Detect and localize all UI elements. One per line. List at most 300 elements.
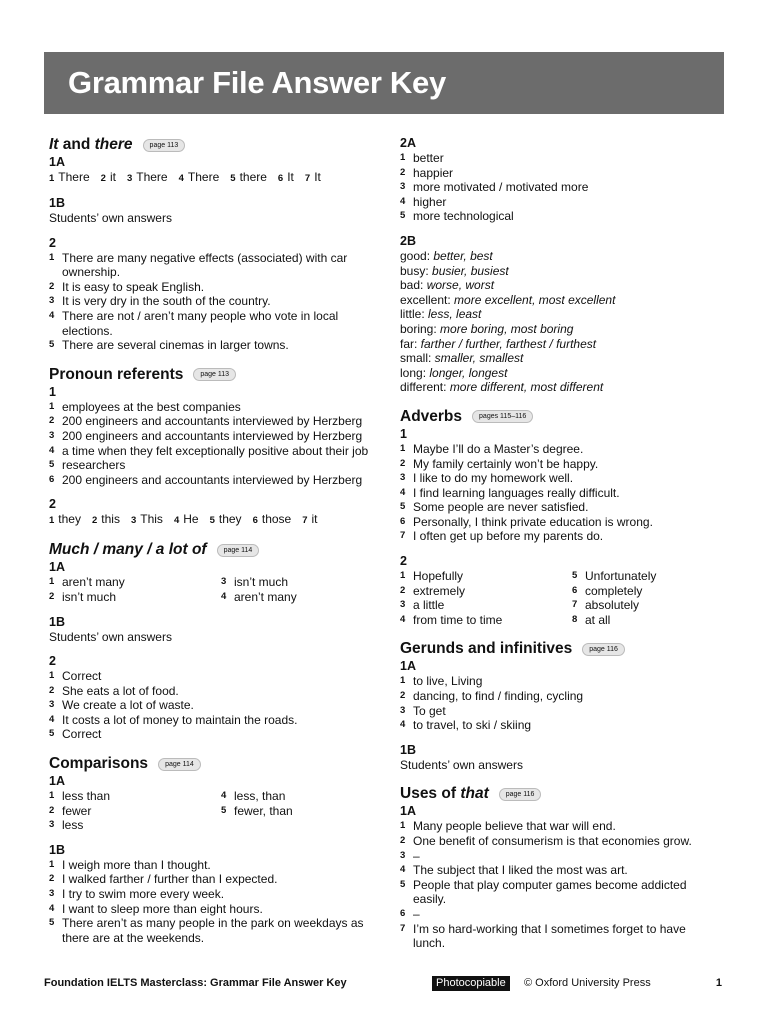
inline-answer bbox=[101, 170, 116, 186]
page-tag: page 113 bbox=[193, 368, 236, 381]
item-text: less bbox=[62, 818, 84, 833]
item-number: 4 bbox=[400, 195, 406, 207]
exercise-label: 2B bbox=[400, 233, 416, 248]
comparative-item bbox=[400, 249, 720, 264]
item-number: 5 bbox=[400, 501, 406, 513]
list-item bbox=[400, 922, 720, 951]
list-item bbox=[49, 590, 221, 605]
comparative-forms: more boring, most boring bbox=[440, 321, 574, 336]
heading-part: It bbox=[49, 136, 59, 153]
list-item bbox=[49, 684, 379, 699]
item-text: happier bbox=[413, 165, 454, 180]
list-item bbox=[49, 804, 221, 819]
item-number: 3 bbox=[130, 515, 137, 527]
adjective: boring: bbox=[400, 321, 441, 336]
item-text: 200 engineers and accountants interviewed by Herzberg bbox=[62, 414, 363, 429]
exercise-label: 1A bbox=[400, 659, 416, 674]
exercise-label: 2 bbox=[400, 554, 407, 569]
list-item bbox=[400, 834, 720, 849]
list-item bbox=[400, 674, 720, 689]
list-item bbox=[49, 309, 379, 338]
inline-answers bbox=[49, 170, 379, 186]
item-number: 3 bbox=[49, 888, 55, 900]
answer-text: Students’ own answers bbox=[400, 757, 523, 772]
item-text: at all bbox=[585, 612, 611, 627]
item-text: I often get up before my parents do. bbox=[413, 529, 604, 544]
item-text: less, than bbox=[234, 789, 286, 804]
item-text: People that play computer games become addicted easily. bbox=[413, 877, 687, 907]
exercise-label: 1A bbox=[49, 560, 65, 575]
inline-answer bbox=[278, 170, 294, 186]
item-text: more technological bbox=[413, 209, 514, 224]
item-number: 3 bbox=[400, 599, 406, 611]
answer-list bbox=[49, 400, 379, 488]
item-number: 7 bbox=[400, 922, 406, 934]
item-number: 5 bbox=[221, 804, 227, 816]
item-number: 6 bbox=[400, 907, 406, 919]
exercise-label: 2A bbox=[400, 136, 416, 150]
section-heading-adverbs bbox=[400, 408, 720, 426]
inline-answer bbox=[179, 170, 220, 186]
item-text: Some people are never satisfied. bbox=[413, 500, 589, 515]
exercise-label: 1A bbox=[49, 774, 65, 789]
item-text: absolutely bbox=[585, 598, 640, 613]
item-number: 2 bbox=[400, 457, 406, 469]
list-item bbox=[400, 471, 720, 486]
inline-answers bbox=[49, 512, 379, 528]
list-item bbox=[49, 400, 379, 415]
item-text: 200 engineers and accountants interviewed by Herzberg bbox=[62, 472, 363, 487]
right-column bbox=[400, 136, 720, 951]
list-item bbox=[49, 858, 379, 873]
page-tag: page 116 bbox=[582, 643, 625, 656]
page-number: 1 bbox=[715, 977, 722, 989]
item-text: aren’t many bbox=[234, 589, 297, 604]
item-number: 5 bbox=[400, 878, 406, 890]
list-item bbox=[49, 916, 379, 945]
list-item bbox=[49, 575, 221, 590]
list-item bbox=[49, 789, 221, 804]
heading-part: that bbox=[460, 785, 489, 803]
item-text: I want to sleep more than eight hours. bbox=[62, 901, 263, 916]
list-item bbox=[400, 849, 720, 864]
page-tag: page 116 bbox=[499, 788, 542, 801]
item-number: 1 bbox=[49, 173, 55, 184]
item-number: 3 bbox=[49, 429, 55, 441]
answer-list bbox=[400, 442, 720, 544]
inline-answer bbox=[92, 512, 120, 528]
answer-list bbox=[221, 789, 379, 833]
item-text: There bbox=[187, 170, 220, 184]
item-number: 7 bbox=[572, 599, 578, 611]
list-item bbox=[49, 280, 379, 295]
item-text: It is very dry in the south of the country. bbox=[62, 294, 271, 309]
item-text: My family certainly won’t be happy. bbox=[413, 456, 599, 471]
exercise-label: 1B bbox=[400, 742, 416, 757]
list-item bbox=[49, 902, 379, 917]
comparative-forms: farther / further, farthest / furthest bbox=[420, 336, 597, 351]
item-number: 5 bbox=[49, 459, 55, 471]
list-item bbox=[400, 819, 720, 834]
list-item bbox=[400, 529, 720, 544]
item-text: higher bbox=[413, 194, 447, 209]
item-text: There aren’t as many people in the park on weekdays as there are at the weekends. bbox=[62, 916, 364, 945]
item-number: 2 bbox=[49, 280, 55, 292]
comparative-item bbox=[400, 366, 720, 381]
answer-list bbox=[400, 569, 572, 627]
item-number: 2 bbox=[100, 173, 106, 184]
heading-text: Comparisons bbox=[49, 755, 149, 773]
list-item bbox=[49, 727, 379, 742]
comparative-forms: more excellent, most excellent bbox=[454, 292, 616, 307]
item-text: It costs a lot of money to maintain the roads. bbox=[62, 712, 298, 727]
answer-list bbox=[49, 789, 221, 833]
comparative-item bbox=[400, 307, 720, 322]
item-text: to travel, to ski / skiing bbox=[413, 718, 532, 733]
item-text: There are many negative effects (associated) with car ownership. bbox=[62, 250, 348, 280]
exercise-label: 1 bbox=[400, 426, 407, 441]
comparative-item bbox=[400, 264, 720, 279]
item-text: Personally, I think private education is wrong. bbox=[413, 514, 653, 529]
list-item bbox=[400, 151, 720, 166]
answer-list bbox=[400, 674, 720, 732]
item-number: 1 bbox=[400, 675, 406, 687]
page-title: Grammar File Answer Key bbox=[68, 65, 446, 100]
item-number: 2 bbox=[400, 690, 406, 702]
item-number: 3 bbox=[400, 181, 406, 193]
item-number: 4 bbox=[173, 515, 180, 527]
two-column-answers bbox=[400, 569, 720, 627]
photocopiable-badge: Photocopiable bbox=[432, 976, 510, 991]
item-number: 3 bbox=[400, 704, 406, 716]
item-text: dancing, to find / finding, cycling bbox=[413, 689, 584, 704]
item-number: 1 bbox=[49, 858, 55, 870]
item-number: 6 bbox=[277, 173, 284, 184]
item-text: She eats a lot of food. bbox=[62, 683, 179, 698]
list-item bbox=[400, 613, 572, 628]
inline-answer bbox=[174, 512, 199, 528]
item-number: 4 bbox=[178, 173, 184, 184]
heading-part: there bbox=[94, 136, 133, 153]
item-text: they bbox=[58, 512, 81, 527]
adjective: small: bbox=[400, 351, 435, 366]
item-text: Correct bbox=[62, 669, 102, 684]
left-column bbox=[49, 136, 379, 945]
adjective: good: bbox=[400, 248, 434, 263]
comparative-forms: better, best bbox=[433, 248, 493, 263]
item-text: There are several cinemas in larger towns. bbox=[62, 338, 289, 353]
list-item bbox=[400, 166, 720, 181]
comparative-forms: worse, worst bbox=[426, 278, 495, 293]
item-number: 2 bbox=[49, 804, 55, 816]
section-heading-much-many bbox=[49, 541, 379, 559]
item-text: more motivated / motivated more bbox=[413, 180, 589, 195]
comparative-forms: more different, most different bbox=[449, 380, 604, 395]
heading-text: Adverbs bbox=[400, 407, 463, 425]
answer-list bbox=[49, 858, 379, 946]
inline-answer bbox=[49, 170, 90, 186]
item-number: 1 bbox=[400, 820, 406, 832]
item-number: 5 bbox=[209, 515, 215, 527]
heading-part: and bbox=[58, 136, 95, 153]
answer-list bbox=[49, 251, 379, 353]
inline-answer bbox=[230, 170, 267, 186]
item-number: 5 bbox=[572, 570, 578, 582]
item-text: this bbox=[101, 512, 120, 527]
item-number: 5 bbox=[49, 339, 55, 351]
item-number: 3 bbox=[400, 849, 406, 861]
item-number: 3 bbox=[49, 295, 55, 307]
item-text: This bbox=[140, 512, 163, 527]
item-text: Hopefully bbox=[413, 569, 464, 584]
item-text: I find learning languages really difficult. bbox=[413, 485, 620, 500]
item-number: 8 bbox=[572, 613, 578, 625]
item-text: it bbox=[109, 170, 116, 184]
inline-answer bbox=[305, 170, 321, 186]
section-heading-it-there bbox=[49, 136, 379, 154]
exercise-label: 1B bbox=[49, 196, 65, 210]
adjective: bad: bbox=[400, 278, 427, 293]
item-text: fewer, than bbox=[234, 803, 293, 818]
item-text: there bbox=[239, 170, 267, 184]
comparative-item bbox=[400, 351, 720, 366]
item-text: Maybe I’ll do a Master’s degree. bbox=[413, 441, 584, 456]
item-number: 1 bbox=[49, 790, 55, 802]
item-number: 3 bbox=[400, 472, 406, 484]
item-text: We create a lot of waste. bbox=[62, 698, 194, 713]
two-column-answers bbox=[49, 575, 379, 604]
list-item bbox=[221, 575, 379, 590]
item-number: 7 bbox=[304, 173, 311, 184]
item-text: He bbox=[183, 512, 199, 527]
comparative-item bbox=[400, 337, 720, 352]
page-tag: page 114 bbox=[217, 544, 260, 557]
list-item bbox=[221, 590, 379, 605]
list-item bbox=[49, 429, 379, 444]
section-heading-uses-of-that bbox=[400, 785, 720, 803]
section-heading-gerunds bbox=[400, 640, 720, 658]
comparative-item bbox=[400, 293, 720, 308]
answer-list bbox=[572, 569, 720, 627]
item-text: employees at the best companies bbox=[62, 399, 241, 414]
item-number: 1 bbox=[49, 515, 55, 527]
item-text: I weigh more than I thought. bbox=[62, 857, 211, 872]
list-item bbox=[400, 195, 720, 210]
item-number: 2 bbox=[49, 873, 55, 885]
item-text: isn’t much bbox=[234, 575, 289, 590]
item-text: extremely bbox=[413, 583, 466, 598]
item-text: I like to do my homework well. bbox=[413, 471, 574, 486]
inline-answer bbox=[210, 512, 242, 528]
item-number: 7 bbox=[302, 515, 308, 527]
list-item bbox=[400, 500, 720, 515]
answer-list bbox=[49, 575, 221, 604]
list-item bbox=[49, 872, 379, 887]
list-item bbox=[400, 689, 720, 704]
section-heading-comparisons bbox=[49, 755, 379, 773]
item-text: Unfortunately bbox=[585, 569, 657, 584]
list-item bbox=[400, 209, 720, 224]
list-item bbox=[400, 180, 720, 195]
item-text: less than bbox=[62, 789, 111, 804]
item-text: I try to swim more every week. bbox=[62, 887, 225, 902]
inline-answer bbox=[127, 170, 168, 186]
item-number: 6 bbox=[252, 515, 258, 527]
inline-answer bbox=[302, 512, 317, 528]
list-item bbox=[49, 473, 379, 488]
comparative-forms: longer, longest bbox=[429, 365, 508, 380]
copyright: © Oxford University Press bbox=[524, 977, 651, 989]
item-text: There bbox=[136, 170, 168, 184]
list-item bbox=[572, 569, 720, 584]
adjective: little: bbox=[400, 307, 429, 322]
item-text: isn’t much bbox=[62, 589, 117, 604]
item-text: a little bbox=[413, 598, 445, 613]
adjective: different: bbox=[400, 380, 450, 395]
comparative-item bbox=[400, 322, 720, 337]
list-item bbox=[221, 789, 379, 804]
item-number: 1 bbox=[400, 152, 406, 163]
item-number: 3 bbox=[126, 173, 133, 184]
list-item bbox=[49, 887, 379, 902]
item-text: completely bbox=[585, 583, 643, 598]
item-number: 5 bbox=[49, 917, 55, 929]
answer-list bbox=[49, 669, 379, 742]
list-item bbox=[400, 704, 720, 719]
answer-text: Students’ own answers bbox=[49, 211, 172, 225]
item-text: Many people believe that war will end. bbox=[413, 819, 616, 834]
list-item bbox=[49, 444, 379, 459]
item-number: 4 bbox=[400, 864, 406, 876]
item-text: To get bbox=[413, 703, 446, 718]
item-number: 5 bbox=[230, 173, 236, 184]
item-number: 6 bbox=[572, 584, 578, 596]
heading-part: Uses of bbox=[400, 785, 461, 803]
item-number: 4 bbox=[221, 590, 227, 602]
list-item bbox=[400, 598, 572, 613]
item-text: to live, Living bbox=[413, 674, 483, 689]
answer-list bbox=[221, 575, 379, 604]
list-item bbox=[400, 486, 720, 501]
list-item bbox=[400, 907, 720, 922]
item-text: a time when they felt exceptionally positive about their job bbox=[62, 443, 369, 458]
item-text: aren’t many bbox=[62, 575, 125, 590]
inline-answer bbox=[49, 512, 81, 528]
list-item bbox=[400, 569, 572, 584]
list-item bbox=[400, 442, 720, 457]
comparative-forms: busier, busiest bbox=[432, 263, 509, 278]
list-item bbox=[400, 718, 720, 733]
item-text: I’m so hard-working that I sometimes forget to have lunch. bbox=[413, 921, 686, 951]
exercise-label: 2 bbox=[49, 235, 56, 250]
item-number: 6 bbox=[400, 515, 406, 527]
item-number: 4 bbox=[400, 613, 406, 625]
heading-text: Gerunds and infinitives bbox=[400, 640, 573, 658]
item-number: 4 bbox=[400, 486, 406, 498]
item-text: researchers bbox=[62, 458, 126, 473]
item-number: 1 bbox=[49, 576, 55, 588]
item-number: 7 bbox=[400, 530, 406, 542]
item-text: Correct bbox=[62, 727, 102, 742]
heading-text: Pronoun referents bbox=[49, 365, 184, 383]
adjective: long: bbox=[400, 365, 430, 380]
item-number: 3 bbox=[49, 819, 55, 831]
item-number: 5 bbox=[49, 728, 55, 740]
list-item bbox=[400, 515, 720, 530]
item-number: 2 bbox=[91, 515, 98, 527]
exercise-label: 1 bbox=[49, 384, 56, 399]
adjective: far: bbox=[400, 336, 421, 351]
page-tag: page 114 bbox=[158, 758, 201, 771]
page-tag: page 113 bbox=[143, 139, 186, 152]
list-item bbox=[49, 698, 379, 713]
item-number: 1 bbox=[49, 251, 55, 263]
list-item bbox=[49, 669, 379, 684]
item-number: 4 bbox=[400, 719, 406, 731]
item-text: better bbox=[413, 151, 444, 165]
item-text: The subject that I liked the most was art. bbox=[413, 863, 628, 878]
item-number: 1 bbox=[49, 400, 55, 412]
page-tag: pages 115–116 bbox=[472, 410, 533, 423]
item-number: 1 bbox=[400, 570, 406, 582]
list-item bbox=[49, 458, 379, 473]
answer-text: Students’ own answers bbox=[49, 629, 172, 644]
comparative-item bbox=[400, 380, 720, 395]
exercise-label: 1B bbox=[49, 614, 65, 629]
footer-title: Foundation IELTS Masterclass: Grammar File Answer Key bbox=[44, 977, 347, 989]
item-text: – bbox=[413, 906, 420, 921]
list-item bbox=[49, 713, 379, 728]
exercise-label: 1A bbox=[400, 804, 416, 819]
list-item bbox=[572, 613, 720, 628]
inline-answer bbox=[131, 512, 163, 528]
item-text: It is easy to speak English. bbox=[62, 279, 205, 294]
item-text: they bbox=[218, 512, 242, 527]
list-item bbox=[400, 457, 720, 472]
list-item bbox=[400, 878, 720, 907]
list-item bbox=[400, 584, 572, 599]
item-number: 2 bbox=[400, 835, 406, 846]
item-number: 1 bbox=[49, 670, 55, 682]
item-text: fewer bbox=[62, 803, 92, 818]
exercise-label: 1B bbox=[49, 842, 65, 857]
list-item bbox=[572, 598, 720, 613]
item-number: 1 bbox=[400, 442, 406, 454]
item-text: those bbox=[261, 512, 292, 527]
list-item bbox=[572, 584, 720, 599]
item-number: 2 bbox=[49, 415, 55, 427]
item-number: 4 bbox=[49, 713, 55, 725]
item-text: it bbox=[311, 512, 318, 527]
item-number: 4 bbox=[221, 790, 227, 802]
item-text: from time to time bbox=[413, 612, 503, 627]
item-text: 200 engineers and accountants interviewed by Herzberg bbox=[62, 428, 363, 443]
footer bbox=[44, 977, 724, 993]
item-text: There bbox=[58, 170, 90, 184]
comparative-list bbox=[400, 249, 720, 395]
item-number: 4 bbox=[49, 444, 55, 456]
exercise-label: 2 bbox=[49, 497, 56, 512]
title-banner bbox=[44, 52, 724, 114]
item-text: One benefit of consumerism is that economies grow. bbox=[413, 834, 692, 848]
heading-text: Much / many / a lot of bbox=[49, 541, 207, 559]
exercise-label: 1A bbox=[49, 155, 65, 169]
list-item bbox=[49, 414, 379, 429]
list-item bbox=[49, 338, 379, 353]
item-number: 2 bbox=[400, 166, 406, 178]
list-item bbox=[49, 251, 379, 280]
exercise-label: 2 bbox=[49, 654, 56, 669]
